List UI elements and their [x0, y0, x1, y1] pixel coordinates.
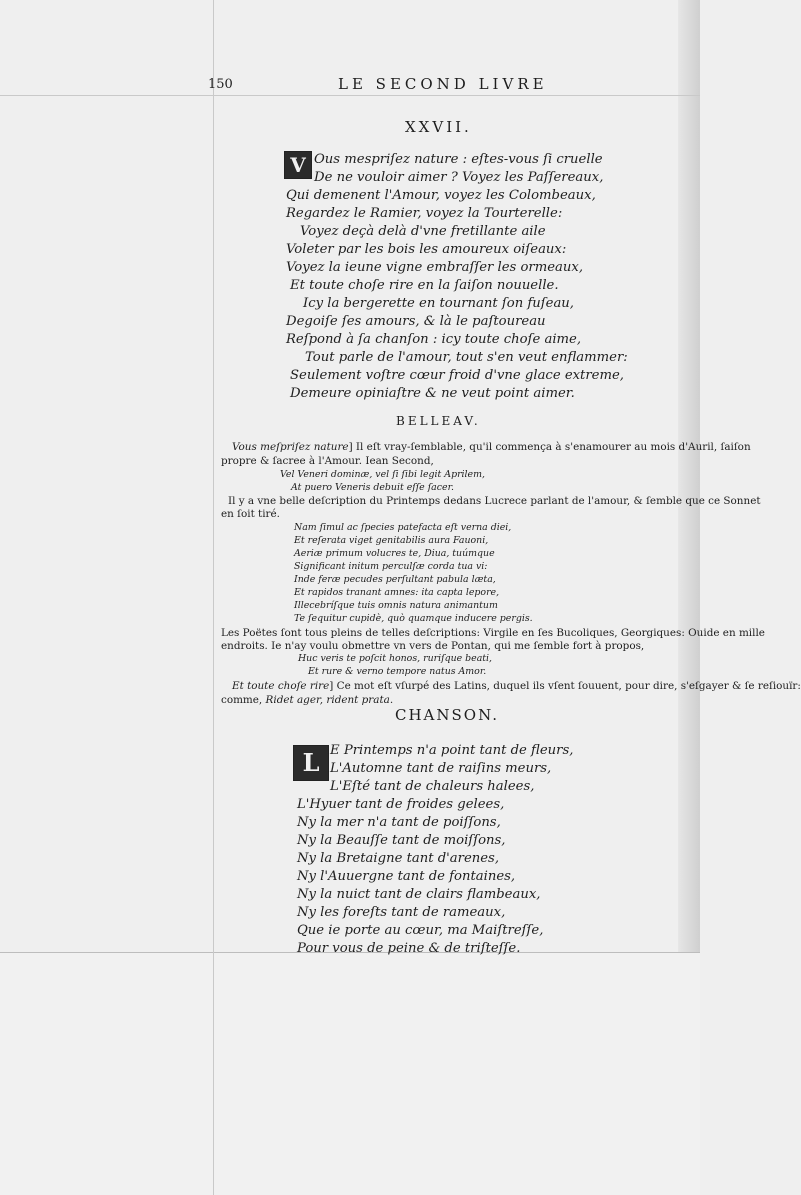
sonnet-line: Tout parle de l'amour, tout s'en veut enflammer: [305, 350, 628, 365]
quote-line: Huc veris te poſcit honos, ruriſque beati, [298, 653, 493, 664]
page-number: 150 [208, 77, 233, 92]
fold-line-horizontal-top [0, 95, 700, 96]
sonnet-line: Icy la bergerette en tournant ſon fuſeau, [303, 296, 574, 311]
commentary-line: Il y a vne belle deſcription du Printemps dedans Lucrece parlant de l'amour, & ſemble que ce Sonnet [228, 495, 761, 507]
running-head: LE SECOND LIVRE [338, 75, 548, 93]
chanson-line: L'Hyuer tant de froides gelees, [297, 797, 505, 812]
chanson-line: E Printemps n'a point tant de fleurs, [330, 743, 574, 758]
commentary-line: propre & ſacree à l'Amour. Iean Second, [221, 455, 434, 467]
commentary-author: BELLEAV. [396, 414, 481, 428]
commentary-text: ] Il eſt vray-ſemblable, qu'il commença à s'enamourer au mois d'Auril, ſaiſon [348, 441, 751, 453]
quote-line: Significant initum perculſæ corda tua vi: [294, 561, 488, 572]
quote-line: Nam ſimul ac ſpecies patefacta eſt verna diei, [294, 522, 512, 533]
chanson-line: Ny la nuict tant de clairs flambeaux, [297, 887, 541, 902]
sonnet-line: Seulement voſtre cœur froid d'vne glace extreme, [290, 368, 624, 383]
commentary-lemma: Et toute choſe rire [232, 680, 330, 692]
sonnet-line: Regardez le Ramier, voyez la Tourterelle: [286, 206, 563, 221]
sonnet-line: Demeure opiniaſtre & ne veut point aimer. [290, 386, 575, 401]
commentary-line [232, 680, 801, 692]
quote-line: Et rapidos tranant amnes: ita capta lepore, [294, 587, 500, 598]
quote-line: Inde feræ pecudes perſultant pabula læta, [294, 574, 496, 585]
sonnet-line: Qui demenent l'Amour, voyez les Colombeaux, [286, 188, 596, 203]
chanson-initial-letter: L [293, 745, 329, 781]
quote-line: At puero Veneris debuit eſſe ſacer. [291, 482, 454, 493]
chanson-line: Ny la Bretaigne tant d'arenes, [297, 851, 500, 866]
sonnet-number: XXVII. [405, 118, 472, 136]
sonnet-line: Voleter par les bois les amoureux oiſeaux: [286, 242, 567, 257]
commentary-line: endroits. Ie n'ay voulu obmettre vn vers de Pontan, qui me ſemble fort à propos, [221, 640, 645, 652]
quote-line: Vel Veneri dominæ, vel ſi ſibi legit Aprilem, [280, 469, 485, 480]
chanson-line: L'Eſté tant de chaleurs halees, [330, 779, 535, 794]
sonnet-initial-letter: V [284, 151, 312, 179]
chanson-line: Ny les foreſts tant de rameaux, [297, 905, 506, 920]
commentary-text: comme, [221, 694, 266, 706]
commentary-lemma: Ridet ager, rident prata. [265, 694, 394, 706]
commentary-line: Les Poëtes ſont tous pleins de telles deſcriptions: Virgile en ſes Bucoliques, Georgiques: Ouide en mille [221, 627, 765, 639]
quote-line: Aeriæ primum volucres te, Diua, tuúmque [294, 548, 495, 559]
sonnet-line: Ous mespriſez nature : eſtes-vous ſi cruelle [314, 152, 603, 167]
commentary-line: en ſoit tiré. [221, 508, 280, 520]
chanson-line: Ny la mer n'a tant de poiſſons, [297, 815, 501, 830]
sonnet-line: Voyez deçà delà d'vne fretillante aile [300, 224, 546, 239]
chanson-title: CHANSON. [395, 706, 500, 724]
quote-line: Et rure & verno tempore natus Amor. [308, 666, 487, 677]
commentary-lemma: Vous meſpriſez nature [232, 441, 349, 453]
chanson-line: Ny la Beauſſe tant de moiſſons, [297, 833, 506, 848]
fold-line-vertical-lower [213, 952, 214, 1195]
commentary-line [232, 441, 751, 453]
sonnet-line: Reſpond à ſa chanſon : icy toute choſe aime, [286, 332, 582, 347]
chanson-line: Que ie porte au cœur, ma Maiſtreſſe, [297, 923, 544, 938]
chanson-line: L'Automne tant de raiſins meurs, [330, 761, 552, 776]
sonnet-line: Et toute choſe rire en la ſaiſon nouuelle. [290, 278, 559, 293]
commentary-text: ] Ce mot eſt vſurpé des Latins, duquel ils vſent ſouuent, pour dire, s'eſgayer & ſe reſiouïr: [329, 680, 801, 692]
chanson-line: Ny l'Auuergne tant de fontaines, [297, 869, 516, 884]
commentary-line [221, 694, 393, 706]
sonnet-line: De ne vouloir aimer ? Voyez les Paſſereaux, [314, 170, 604, 185]
quote-line: Et reſerata viget genitabilis aura Fauoni, [294, 535, 489, 546]
page-margin-bottom [0, 952, 700, 1195]
chanson-line: Pour vous de peine & de triſteſſe. [297, 941, 521, 956]
quote-line: Te ſequitur cupidè, quò quamque inducere pergis. [294, 613, 533, 624]
quote-line: Illecebríſque tuis omnis natura animantum [294, 600, 498, 611]
sonnet-line: Degoiſe ſes amours, & là le paſtoureau [286, 314, 546, 329]
sonnet-line: Voyez la ieune vigne embraſſer les ormeaux, [286, 260, 584, 275]
